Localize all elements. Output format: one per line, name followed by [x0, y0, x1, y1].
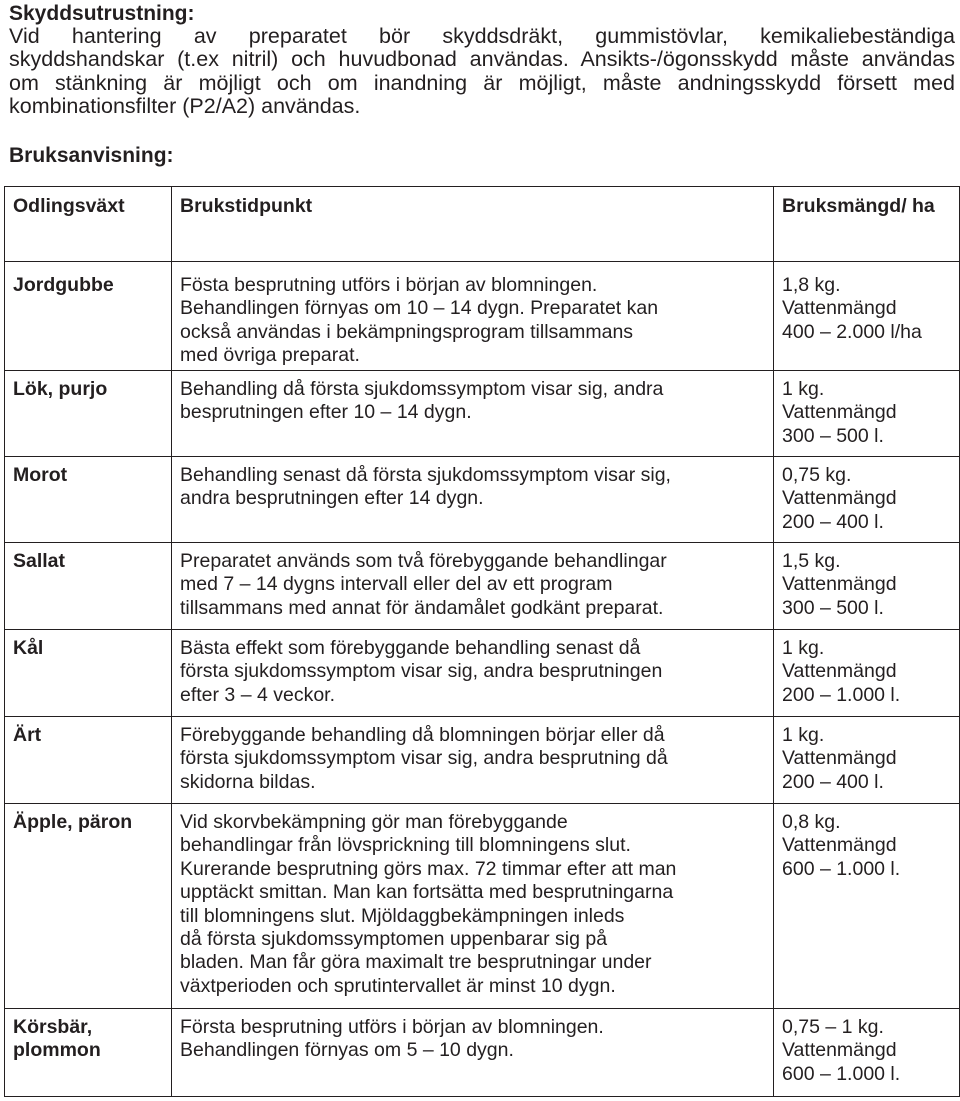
crop-cell [5, 717, 172, 804]
amount-cell-line: Vattenmängd [782, 573, 897, 596]
timing-cell-line: till blomningens slut. Mjöldaggbekämpningen inleds [180, 904, 625, 927]
timing-cell-line: Behandlingen förnyas om 5 – 10 dygn. [180, 1039, 514, 1062]
amount-cell-line: 400 – 2.000 l/ha [782, 320, 922, 343]
table-header-row [5, 187, 960, 262]
safety-line: kombinationsfilter (P2/A2) användas. [9, 93, 361, 118]
amount-cell-line: 200 – 1.000 l. [782, 683, 901, 706]
timing-cell [172, 371, 774, 457]
crop-cell [5, 1009, 172, 1097]
usage-table [4, 186, 960, 1097]
timing-cell-line: med övriga preparat. [180, 344, 360, 367]
timing-cell-line: Förebyggande behandling då blomningen börjar eller då [180, 724, 665, 746]
amount-cell-line: 1 kg. [782, 378, 825, 400]
table-row [5, 543, 960, 630]
amount-cell-line: 0,75 kg. [782, 464, 852, 486]
table-row [5, 1009, 960, 1097]
amount-cell-line: 300 – 500 l. [782, 596, 884, 619]
amount-cell-line: Vattenmängd [782, 1039, 897, 1062]
table-row [5, 630, 960, 717]
amount-cell-line: 1 kg. [782, 637, 825, 659]
amount-cell [774, 1009, 960, 1097]
timing-cell-line: skidorna bildas. [180, 770, 316, 793]
table-row [5, 804, 960, 1009]
amount-cell-line: 200 – 400 l. [782, 510, 884, 533]
amount-cell-line: 600 – 1.000 l. [782, 857, 901, 880]
timing-cell-line: Kurerande besprutning görs max. 72 timmar efter att man [180, 857, 677, 880]
safety-paragraph [9, 25, 955, 118]
amount-cell [774, 262, 960, 371]
timing-cell-line: andra besprutningen efter 14 dygn. [180, 487, 484, 510]
crop-cell-line: Ärt [13, 724, 42, 746]
amount-cell-line: Vattenmängd [782, 834, 897, 857]
table-row [5, 717, 960, 804]
amount-cell [774, 543, 960, 630]
timing-cell-line: första sjukdomssymptom visar sig, andra besprutning då [180, 747, 668, 770]
column-header-timing: Brukstidpunkt [172, 187, 774, 262]
timing-cell-line: växtperioden och sprutintervallet är minst 10 dygn. [180, 974, 616, 997]
amount-cell-line: 1,8 kg. [782, 274, 841, 296]
timing-cell-line: Behandling då första sjukdomssymptom visar sig, andra [180, 378, 664, 400]
timing-cell [172, 543, 774, 630]
amount-cell [774, 630, 960, 717]
amount-cell-line: 0,8 kg. [782, 811, 841, 833]
table-row [5, 262, 960, 371]
amount-cell-line: Vattenmängd [782, 297, 897, 320]
crop-cell-line: Jordgubbe [13, 274, 114, 296]
timing-cell-line: efter 3 – 4 veckor. [180, 683, 336, 706]
crop-cell-line: Sallat [13, 550, 66, 572]
crop-cell-line: Lök, purjo [13, 378, 108, 400]
timing-cell-line: Bästa effekt som förebyggande behandling senast då [180, 637, 641, 659]
amount-cell [774, 371, 960, 457]
table-body [5, 262, 960, 1097]
safety-line: Vid hantering av preparatet bör skyddsdräkt, gummistövlar, kemikaliebeständiga [9, 24, 955, 48]
timing-cell-line: med 7 – 14 dygns intervall eller del av ett program [180, 573, 613, 596]
amount-cell [774, 804, 960, 1009]
timing-cell-line: behandlingar från lövsprickning till blomningens slut. [180, 834, 631, 857]
timing-cell-line: Första besprutning utförs i början av blomningen. [180, 1016, 604, 1038]
amount-cell-line: Vattenmängd [782, 747, 897, 770]
amount-cell-line: Vattenmängd [782, 487, 897, 510]
safety-line: om stänkning är möjligt och om inandning är möjligt, måste andningsskydd försett med [9, 70, 955, 95]
amount-cell [774, 717, 960, 804]
crop-cell [5, 630, 172, 717]
table-row [5, 371, 960, 457]
amount-cell-line: Vattenmängd [782, 660, 897, 683]
timing-cell [172, 804, 774, 1009]
timing-cell-line: första sjukdomssymptom visar sig, andra besprutningen [180, 660, 663, 683]
timing-cell-line: Fösta besprutning utförs i början av blomningen. [180, 274, 598, 296]
timing-cell-line: Preparatet används som två förebyggande behandlingar [180, 550, 667, 572]
timing-cell [172, 630, 774, 717]
table-row [5, 457, 960, 543]
crop-cell-line: Äpple, päron [13, 811, 133, 833]
timing-cell-line: Vid skorvbekämpning gör man förebyggande [180, 811, 568, 833]
crop-cell [5, 804, 172, 1009]
timing-cell [172, 262, 774, 371]
safety-heading: Skyddsutrustning: [9, 2, 195, 25]
timing-cell-line: Behandling senast då första sjukdomssymptom visar sig, [180, 464, 671, 486]
amount-cell-line: Vattenmängd [782, 401, 897, 424]
crop-cell [5, 543, 172, 630]
amount-cell-line: 0,75 – 1 kg. [782, 1016, 884, 1038]
safety-line: skyddshandskar (t.ex nitril) och huvudbonad användas. Ansikts-/ögonsskydd måste användas [9, 47, 955, 72]
amount-cell-line: 600 – 1.000 l. [782, 1062, 901, 1085]
column-header-crop: Odlingsväxt [5, 187, 172, 262]
usage-heading: Bruksanvisning: [9, 144, 174, 167]
timing-cell-line: upptäckt smittan. Man kan fortsätta med besprutningarna [180, 881, 674, 904]
timing-cell-line: också användas i bekämpningsprogram tillsammans [180, 320, 634, 343]
timing-cell-line: besprutningen efter 10 – 14 dygn. [180, 401, 472, 424]
crop-cell-line: Kål [13, 637, 44, 659]
crop-cell [5, 371, 172, 457]
timing-cell-line: bladen. Man får göra maximalt tre besprutningar under [180, 951, 652, 974]
timing-cell [172, 717, 774, 804]
column-header-amount: Bruksmängd/ ha [774, 187, 960, 262]
crop-cell-line: Körsbär, [13, 1016, 93, 1038]
amount-cell-line: 1,5 kg. [782, 550, 841, 572]
amount-cell-line: 1 kg. [782, 724, 825, 746]
amount-cell-line: 300 – 500 l. [782, 424, 884, 447]
amount-cell [774, 457, 960, 543]
timing-cell-line: då första sjukdomssymptomen uppenbarar sig på [180, 928, 608, 951]
crop-cell [5, 262, 172, 371]
timing-cell-line: Behandlingen förnyas om 10 – 14 dygn. Preparatet kan [180, 297, 659, 320]
amount-cell-line: 200 – 400 l. [782, 770, 884, 793]
timing-cell-line: tillsammans med annat för ändamålet godkänt preparat. [180, 596, 664, 619]
crop-cell [5, 457, 172, 543]
timing-cell [172, 457, 774, 543]
timing-cell [172, 1009, 774, 1097]
crop-cell-line: Morot [13, 464, 68, 486]
crop-cell-line: plommon [13, 1039, 101, 1062]
